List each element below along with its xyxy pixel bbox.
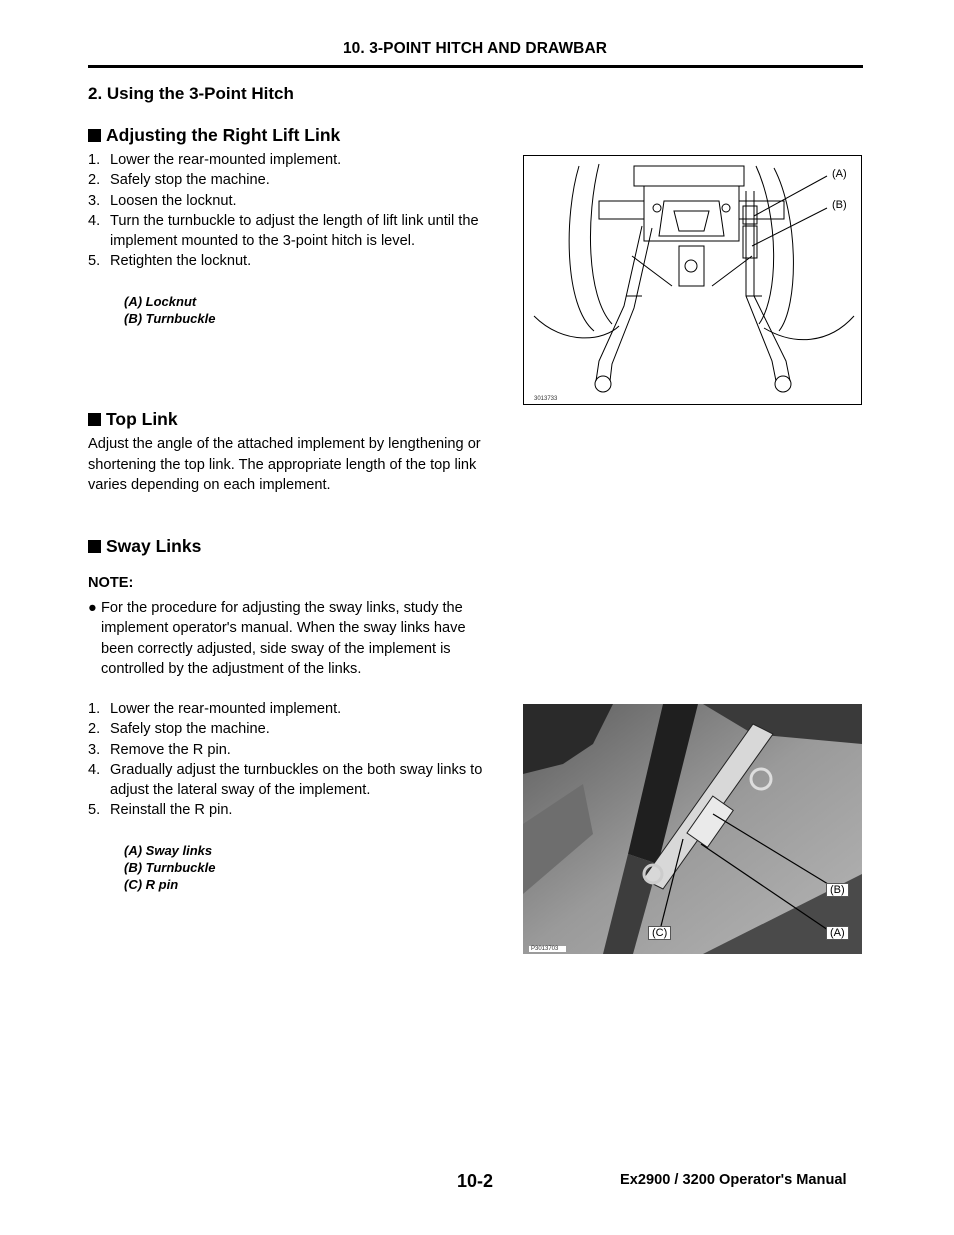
caption-turnbuckle: (B) Turnbuckle	[124, 311, 216, 326]
top-link-text: Adjust the angle of the attached implement by lengthening or shortening the top link. The appropriate length of the top link varies depending on each implement.	[88, 436, 481, 493]
sway-captions	[124, 842, 216, 893]
callout-b: (B)	[826, 883, 849, 897]
callout-a: (A)	[832, 168, 847, 180]
hitch-line-drawing	[524, 156, 861, 404]
heading-right-lift-link: Adjusting the Right Lift Link	[88, 125, 340, 146]
list-item: 1. Lower the rear-mounted implement.	[88, 701, 342, 717]
callout-c: (C)	[648, 926, 671, 940]
figure-sway-links	[523, 704, 862, 954]
heading-sway-links: Sway Links	[88, 536, 201, 557]
list-item: 3. Loosen the locknut.	[88, 192, 237, 209]
list-item: 5. Reinstall the R pin.	[88, 802, 233, 819]
list-item: 3. Remove the R pin.	[88, 741, 231, 758]
figure-code: P3013703	[529, 946, 566, 952]
square-bullet-icon	[88, 129, 101, 142]
manual-title: Ex2900 / 3200 Operator's Manual	[620, 1172, 847, 1188]
square-bullet-icon	[88, 413, 101, 426]
note-bullet	[88, 598, 488, 679]
list-item: 4. Turn the turnbuckle to adjust the length of lift link until the implement mounted to the 3-point hitch is level.	[88, 212, 479, 250]
right-lift-captions	[124, 293, 216, 327]
caption-sway-links: (A) Sway links	[124, 843, 213, 858]
round-bullet-icon: ●	[88, 600, 97, 616]
right-lift-steps	[88, 150, 488, 272]
page-number: 10-2	[457, 1171, 494, 1191]
list-item: 2. Safely stop the machine.	[88, 721, 270, 738]
figure-code: 3013733	[534, 396, 558, 402]
square-bullet-icon	[88, 540, 101, 553]
running-header: 10. 3-POINT HITCH AND DRAWBAR	[342, 40, 608, 57]
list-item: 1. Lower the rear-mounted implement.	[88, 152, 342, 168]
caption-r-pin: (C) R pin	[124, 877, 179, 892]
sway-link-photo	[523, 704, 862, 954]
caption-locknut: (A) Locknut	[124, 294, 197, 309]
list-item: 2. Safely stop the machine.	[88, 172, 270, 189]
section-title: 2. Using the 3-Point Hitch	[88, 84, 294, 103]
sway-steps	[88, 699, 488, 821]
callout-a: (A)	[826, 926, 849, 940]
list-item: 5. Retighten the locknut.	[88, 253, 252, 270]
list-item: 4. Gradually adjust the turnbuckles on the both sway links to adjust the lateral sway of the implement.	[88, 761, 483, 799]
caption-turnbuckle: (B) Turnbuckle	[124, 860, 216, 875]
heading-top-link: Top Link	[88, 409, 178, 430]
header-rule	[88, 65, 863, 68]
figure-right-lift-link	[523, 155, 862, 405]
note-text: For the procedure for adjusting the sway links, study the implement operator's manual. When the sway links have been correctly adjusted, side sway of the implement is controlled by the adjustment of the links.	[101, 600, 466, 677]
callout-b: (B)	[832, 199, 847, 211]
note-label: NOTE:	[88, 575, 134, 591]
